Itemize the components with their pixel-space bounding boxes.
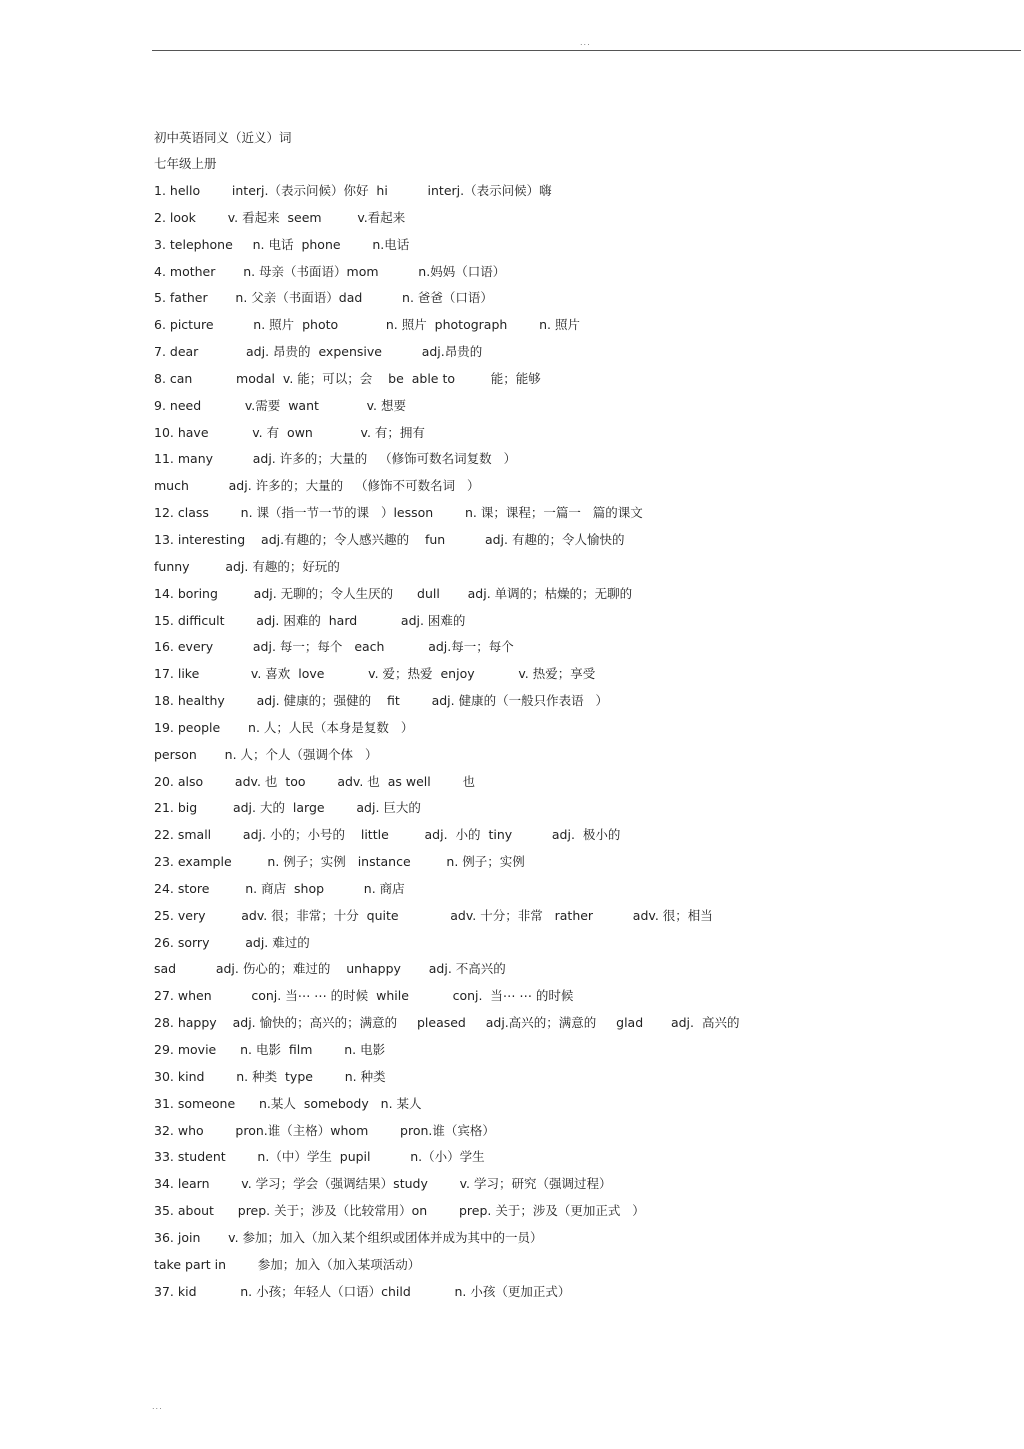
vocabulary-entry: 29. movie n. 电影 film n. 电影 (154, 1042, 386, 1057)
vocabulary-entry: 15. difficult adj. 困难的 hard adj. 困难的 (154, 612, 466, 628)
vocabulary-entry: 14. boring adj. 无聊的；令人生厌的 dull adj. 单调的；枯燥的；无聊的 (154, 585, 633, 601)
vocabulary-entry: 21. big adj. 大的 large adj. 巨大的 (154, 800, 421, 816)
header-rule (152, 50, 1021, 51)
vocabulary-entry: 30. kind n. 种类 type n. 种类 (154, 1068, 386, 1084)
vocabulary-entry: 24. store n. 商店 shop n. 商店 (154, 880, 405, 896)
header-marker: ... (580, 38, 591, 47)
vocabulary-entry: 33. student n.（中）学生 pupil n.（小）学生 (154, 1149, 485, 1165)
vocabulary-entry: person n. 人；个人（强调个体 ） (154, 746, 378, 762)
vocabulary-entry: 1. hello interj.（表示问候）你好 hi interj.（表示问候）嗨 (154, 183, 552, 198)
vocabulary-entry: 2. look v. 看起来 seem v.看起来 (154, 209, 406, 225)
vocabulary-entry: 19. people n. 人；人民（本身是复数 ） (154, 719, 414, 735)
vocabulary-entry: 27. when conj. 当⋯ ⋯ 的时候 while conj. 当⋯ ⋯ 的时候 (154, 988, 574, 1004)
footer-marker: ... (152, 1402, 163, 1411)
vocabulary-entry: 25. very adv. 很；非常；十分 quite adv. 十分；非常 rather adv. 很；相当 (154, 907, 713, 923)
vocabulary-entry: much adj. 许多的；大量的 （修饰不可数名词 ） (154, 478, 480, 494)
vocabulary-entry: 10. have v. 有 own v. 有；拥有 (154, 424, 425, 440)
vocabulary-entry: 20. also adv. 也 too adv. 也 as well 也 (154, 773, 476, 789)
vocabulary-entry: 17. like v. 喜欢 love v. 爱；热爱 enjoy v. 热爱；享受 (154, 666, 596, 682)
vocabulary-entry: 7. dear adj. 昂贵的 expensive adj.昂贵的 (154, 344, 483, 360)
vocabulary-entry: 22. small adj. 小的；小号的 little adj. 小的 tiny adj. 极小的 (154, 827, 621, 843)
vocabulary-entry: 35. about prep. 关于；涉及（比较常用）on prep. 关于；涉及（更加正式 ） (154, 1203, 645, 1219)
vocabulary-entry: 32. who pron.谁（主格）whom pron.谁（宾格） (154, 1122, 495, 1138)
vocabulary-entry: 4. mother n. 母亲（书面语）mom n.妈妈（口语） (154, 263, 506, 279)
vocabulary-list (154, 182, 994, 1309)
vocabulary-entry: 3. telephone n. 电话 phone n.电话 (154, 236, 410, 252)
vocabulary-entry: 34. learn v. 学习；学会（强调结果）study v. 学习；研究（强调过程） (154, 1176, 612, 1192)
document-subtitle: 七年级上册 (154, 156, 217, 171)
vocabulary-entry: 26. sorry adj. 难过的 (154, 934, 310, 950)
vocabulary-entry: 18. healthy adj. 健康的；强健的 fit adj. 健康的（一般只作表语 ） (154, 693, 609, 709)
vocabulary-entry: 28. happy adj. 愉快的；高兴的；满意的 pleased adj.高兴的；满意的 glad adj. 高兴的 (154, 1015, 740, 1031)
vocabulary-entry: 11. many adj. 许多的；大量的 （修饰可数名词复数 ） (154, 451, 517, 467)
vocabulary-entry: take part in 参加；加入（加入某项活动） (154, 1256, 421, 1272)
vocabulary-entry: 37. kid n. 小孩；年轻人（口语）child n. 小孩（更加正式） (154, 1283, 571, 1299)
document-title: 初中英语同义（近义）词 (154, 130, 292, 145)
vocabulary-entry: sad adj. 伤心的；难过的 unhappy adj. 不高兴的 (154, 961, 506, 977)
vocabulary-entry: 23. example n. 例子；实例 instance n. 例子；实例 (154, 854, 525, 870)
vocabulary-entry: 8. can modal v. 能；可以；会 be able to 能；能够 (154, 370, 541, 386)
vocabulary-entry: 5. father n. 父亲（书面语）dad n. 爸爸（口语） (154, 290, 493, 306)
vocabulary-entry: 6. picture n. 照片 photo n. 照片 photograph n. 照片 (154, 317, 580, 333)
vocabulary-entry: 12. class n. 课（指一节一节的课 ）lesson n. 课；课程；一篇一 篇的课文 (154, 505, 643, 521)
vocabulary-entry: 16. every adj. 每一；每个 each adj.每一；每个 (154, 639, 514, 655)
vocabulary-entry: 9. need v.需要 want v. 想要 (154, 397, 406, 413)
vocabulary-entry: 31. someone n.某人 somebody n. 某人 (154, 1095, 422, 1111)
document-body (154, 128, 994, 1309)
vocabulary-entry: 36. join v. 参加；加入（加入某个组织或团体并成为其中的一员） (154, 1229, 543, 1245)
vocabulary-entry: 13. interesting adj.有趣的；令人感兴趣的 fun adj. 有趣的；令人愉快的 (154, 531, 625, 547)
vocabulary-entry: funny adj. 有趣的；好玩的 (154, 558, 340, 574)
